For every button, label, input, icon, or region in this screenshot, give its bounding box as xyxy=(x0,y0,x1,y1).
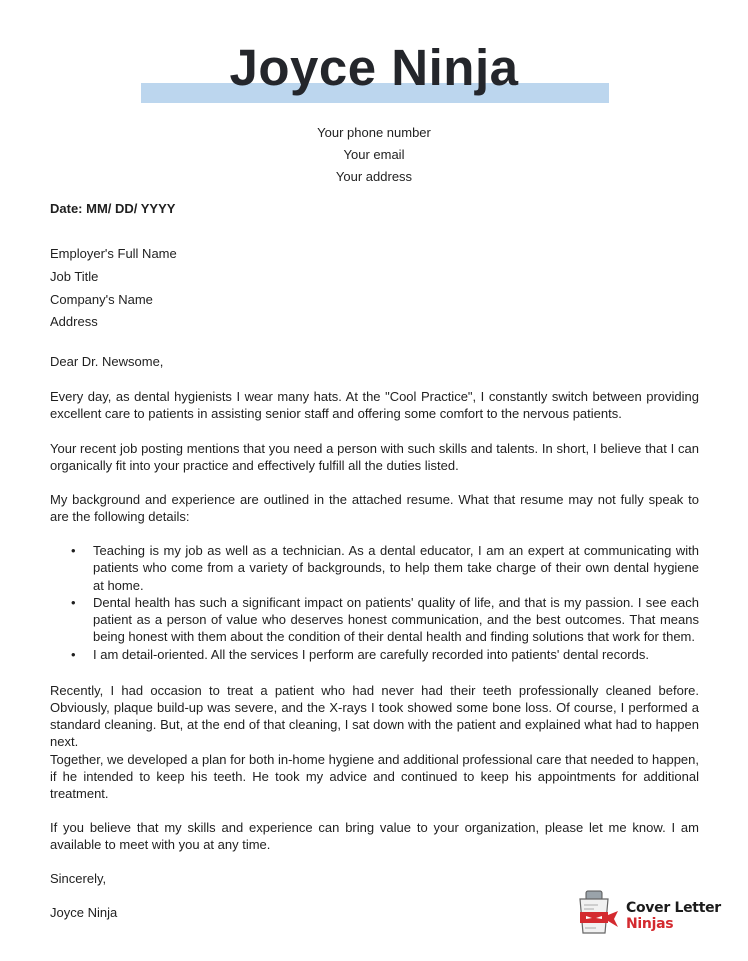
bullet-icon: • xyxy=(71,646,76,662)
list-item-text: Dental health has such a significant impact on patients' quality of life, and that is my passion. I see each patient as a person of value who deserves honest communication, and the best outcomes. That means being honest with them about the condition of their dental health and finding solutions that work for them. xyxy=(93,594,699,645)
recipient-address: Address xyxy=(50,314,98,329)
paragraph: Together, we developed a plan for both in-home hygiene and additional professional care that needed to happen, if he intended to keep his teeth. He took my advice and continued to keep his appointments for additional treatment. xyxy=(50,752,699,801)
logo-text-primary: Cover Letter xyxy=(626,900,721,916)
closing: Sincerely, xyxy=(50,871,107,886)
list-item xyxy=(71,646,699,663)
paragraph: Every day, as dental hygienists I wear many hats. At the "Cool Practice", I constantly switch between providing excellent care to patients in assisting senior staff and offering some comfort to the nervous patients. xyxy=(50,389,699,421)
contact-phone: Your phone number xyxy=(317,125,431,140)
bullet-icon: • xyxy=(71,594,76,610)
paragraph: If you believe that my skills and experience can bring value to your organization, please let me know. I am available to meet with you at any time. xyxy=(50,820,699,852)
applicant-name: Joyce Ninja xyxy=(229,39,519,96)
letter-date: Date: MM/ DD/ YYYY xyxy=(50,201,176,216)
list-item xyxy=(71,542,699,594)
bullet-icon: • xyxy=(71,543,76,558)
paragraph: Your recent job posting mentions that you need a person with such skills and talents. In short, I believe that I can organically fit into your practice and effectively fulfill all the duties listed. xyxy=(50,441,699,473)
details-list xyxy=(50,542,699,663)
signature: Joyce Ninja xyxy=(50,905,118,920)
contact-address: Your address xyxy=(335,169,413,184)
recipient-company: Company's Name xyxy=(50,292,153,307)
logo-text-brand: Ninjas xyxy=(626,916,674,932)
list-item-text: I am detail-oriented. All the services I perform are carefully recorded into patients' dental records. xyxy=(93,646,649,662)
ninja-scroll-icon xyxy=(574,889,620,939)
salutation: Dear Dr. Newsome, xyxy=(50,354,164,369)
paragraph: My background and experience are outlined in the attached resume. What that resume may not fully speak to are the following details: xyxy=(50,492,699,524)
list-item-text: Teaching is my job as well as a technician. As a dental educator, I am an expert at communicating with patients who come from a variety of backgrounds, to help them take charge of their own dental hygiene at home. xyxy=(93,543,699,593)
paragraph: Recently, I had occasion to treat a patient who had never had their teeth professionally cleaned before. Obviously, plaque build-up was severe, and the X-rays I took showed some bone loss. Of course, I performed a standard cleaning. But, at the end of that cleaning, I sat down with the patient and explained what had to happen next. xyxy=(50,683,699,749)
recipient-name: Employer's Full Name xyxy=(50,246,177,261)
cover-letter-ninjas-logo xyxy=(574,889,734,941)
list-item xyxy=(71,594,699,646)
contact-email: Your email xyxy=(343,147,405,162)
recipient-job-title: Job Title xyxy=(50,269,99,284)
